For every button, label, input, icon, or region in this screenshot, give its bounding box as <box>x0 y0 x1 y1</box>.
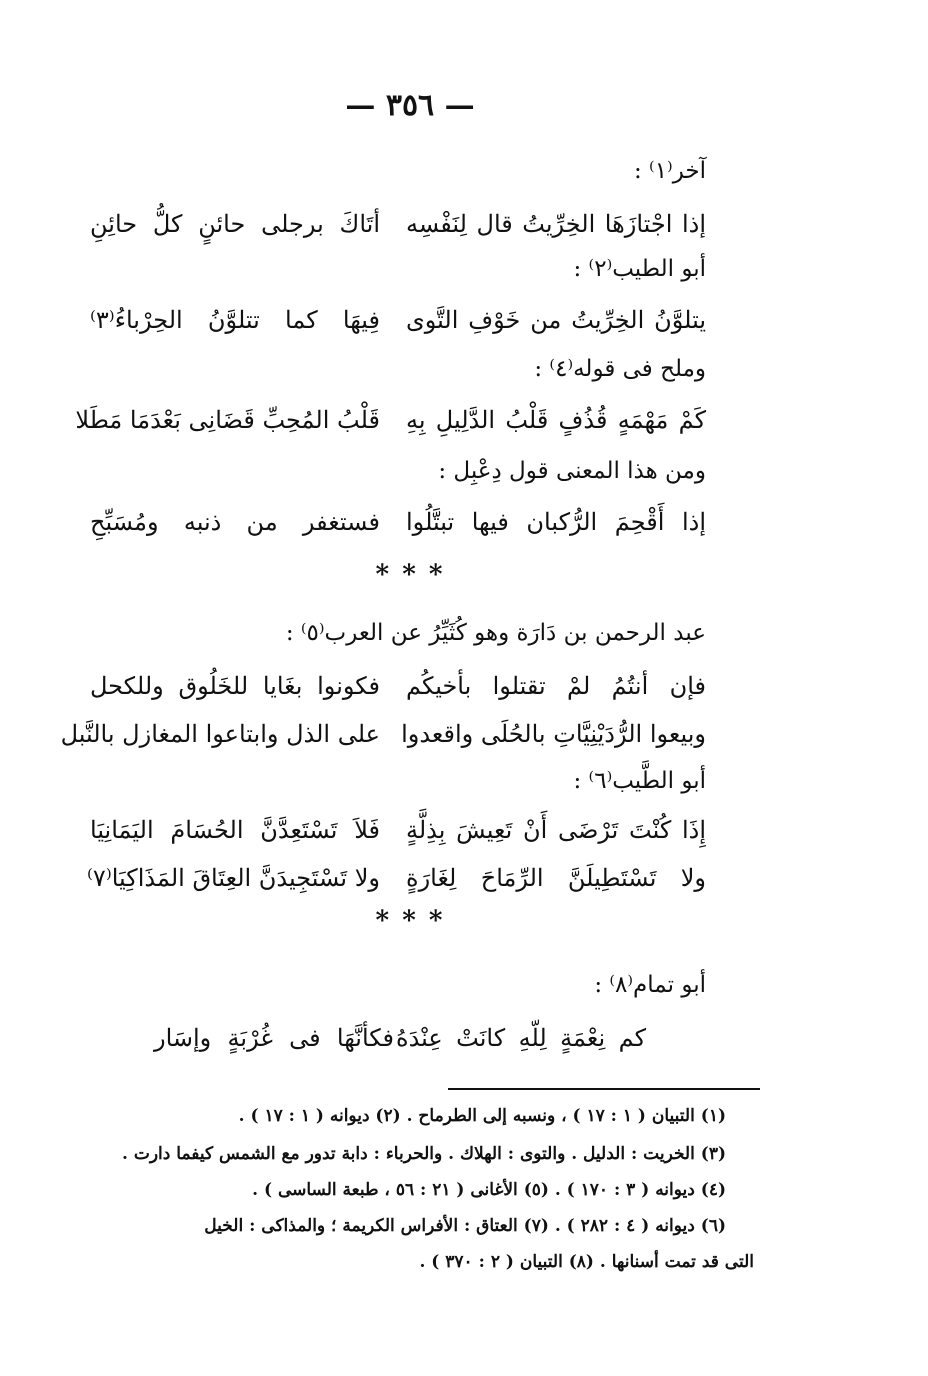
verse-second-hemistich: أتَاكَ برجلى حائنٍ كلُّ حائِنِ <box>90 210 380 238</box>
verse-second-hemistich: ولا تَسْتَجِيدَنَّ العِتَاقَ المَذَاكِيَا⁽٧⁾ <box>87 864 380 892</box>
page-number: — ٣٥٦ — <box>345 88 475 123</box>
attribution-heading: وملح فى قوله⁽٤⁾ : <box>534 356 706 382</box>
attribution-heading: آخر⁽١⁾ : <box>633 158 706 184</box>
verse-first-hemistich: إذا أَقْحِمَ الرُّكبان فيها تبتَّلُوا <box>406 508 706 536</box>
footnote-line: (٣) الخريت : الدليل . والتوى : الهلاك . والحرباء : دابة تدور مع الشمس كيفما دارت . <box>122 1144 726 1164</box>
verse-first-hemistich: إِذَا كُنْتَ تَرْضَى أَنْ تَعِيشَ بِذِلَّةٍ <box>406 816 706 844</box>
attribution-heading: أبو الطيب⁽٢⁾ : <box>573 256 706 282</box>
verse-second-hemistich: فستغفر من ذنبه ومُسَبِّحِ <box>90 508 380 536</box>
section-separator: * * * <box>375 906 445 936</box>
footnote-line: (١) التبيان ( ١ : ١٧ ) ، ونسبه إلى الطرماح . (٢) ديوانه ( ١ : ١٧ ) . <box>238 1106 726 1126</box>
verse-second-hemistich: فكأنَّهَا فى غُرْبَةٍ وإسَار <box>154 1024 394 1052</box>
attribution-heading: أبو تمام⁽٨⁾ : <box>594 972 706 998</box>
verse-first-hemistich: كم نِعْمَةٍ لِلّهِ كانَتْ عِنْدَهُ <box>396 1024 646 1052</box>
verse-first-hemistich: يتلوَّنُ الخِرِّيتُ من خَوْفِ التَّوى <box>406 306 706 334</box>
verse-first-hemistich: كَمْ مَهْمَهٍ قُذُفٍ قَلْبُ الدَّلِيلِ بِهِ <box>406 406 706 434</box>
verse-second-hemistich: قَلْبُ المُحِبِّ قَضَانِى بَعْدَمَا مَطَلا <box>75 406 380 434</box>
verse-first-hemistich: فإن أنتُمُ لمْ تقتلوا بأخيكُم <box>406 672 706 700</box>
footnote-line: (٦) ديوانه ( ٤ : ٢٨٢ ) . (٧) العتاق : الأفراس الكريمة ؛ والمذاكى : الخيل <box>204 1216 726 1236</box>
attribution-heading: عبد الرحمن بن دَارَة وهو كُثَيِّرُ عن العرب⁽٥⁾ : <box>285 620 706 646</box>
footnote-line: التى قد تمت أسنانها . (٨) التبيان ( ٢ : ٣٧٠ ) . <box>419 1252 754 1272</box>
verse-second-hemistich: فِيهَا كما تتلوَّنُ الحِرْباءُ⁽٣⁾ <box>90 306 380 334</box>
verse-second-hemistich: فكونوا بغَايا للخَلُوق وللكحل <box>90 672 380 700</box>
section-separator: * * * <box>375 560 445 590</box>
verse-second-hemistich: على الذل وابتاعوا المغازل بالنَّبل <box>60 720 380 748</box>
attribution-heading: ومن هذا المعنى قول دِعْبِل : <box>438 458 706 484</box>
verse-first-hemistich: إذا اجْتازَهَا الخِرِّيتُ قال لِنَفْسِه <box>406 210 706 238</box>
attribution-heading: أبو الطَّيب⁽٦⁾ : <box>573 768 706 794</box>
verse-first-hemistich: ولا تَسْتَطِيلَنَّ الرِّمَاحَ لِغَارَةٍ <box>406 864 706 892</box>
verse-first-hemistich: وبيعوا الرُّدَيْنِيَّاتِ بالحُلَى واقعدوا <box>401 720 706 748</box>
footnote-rule <box>448 1088 760 1090</box>
footnote-line: (٤) ديوانه ( ٣ : ١٧٠ ) . (٥) الأغانى ( ٢١ : ٥٦ ، طبعة الساسى ) . <box>252 1180 726 1200</box>
verse-second-hemistich: فَلاَ تَسْتَعِدَّنَّ الحُسَامَ اليَمَانِيَا <box>90 816 380 844</box>
